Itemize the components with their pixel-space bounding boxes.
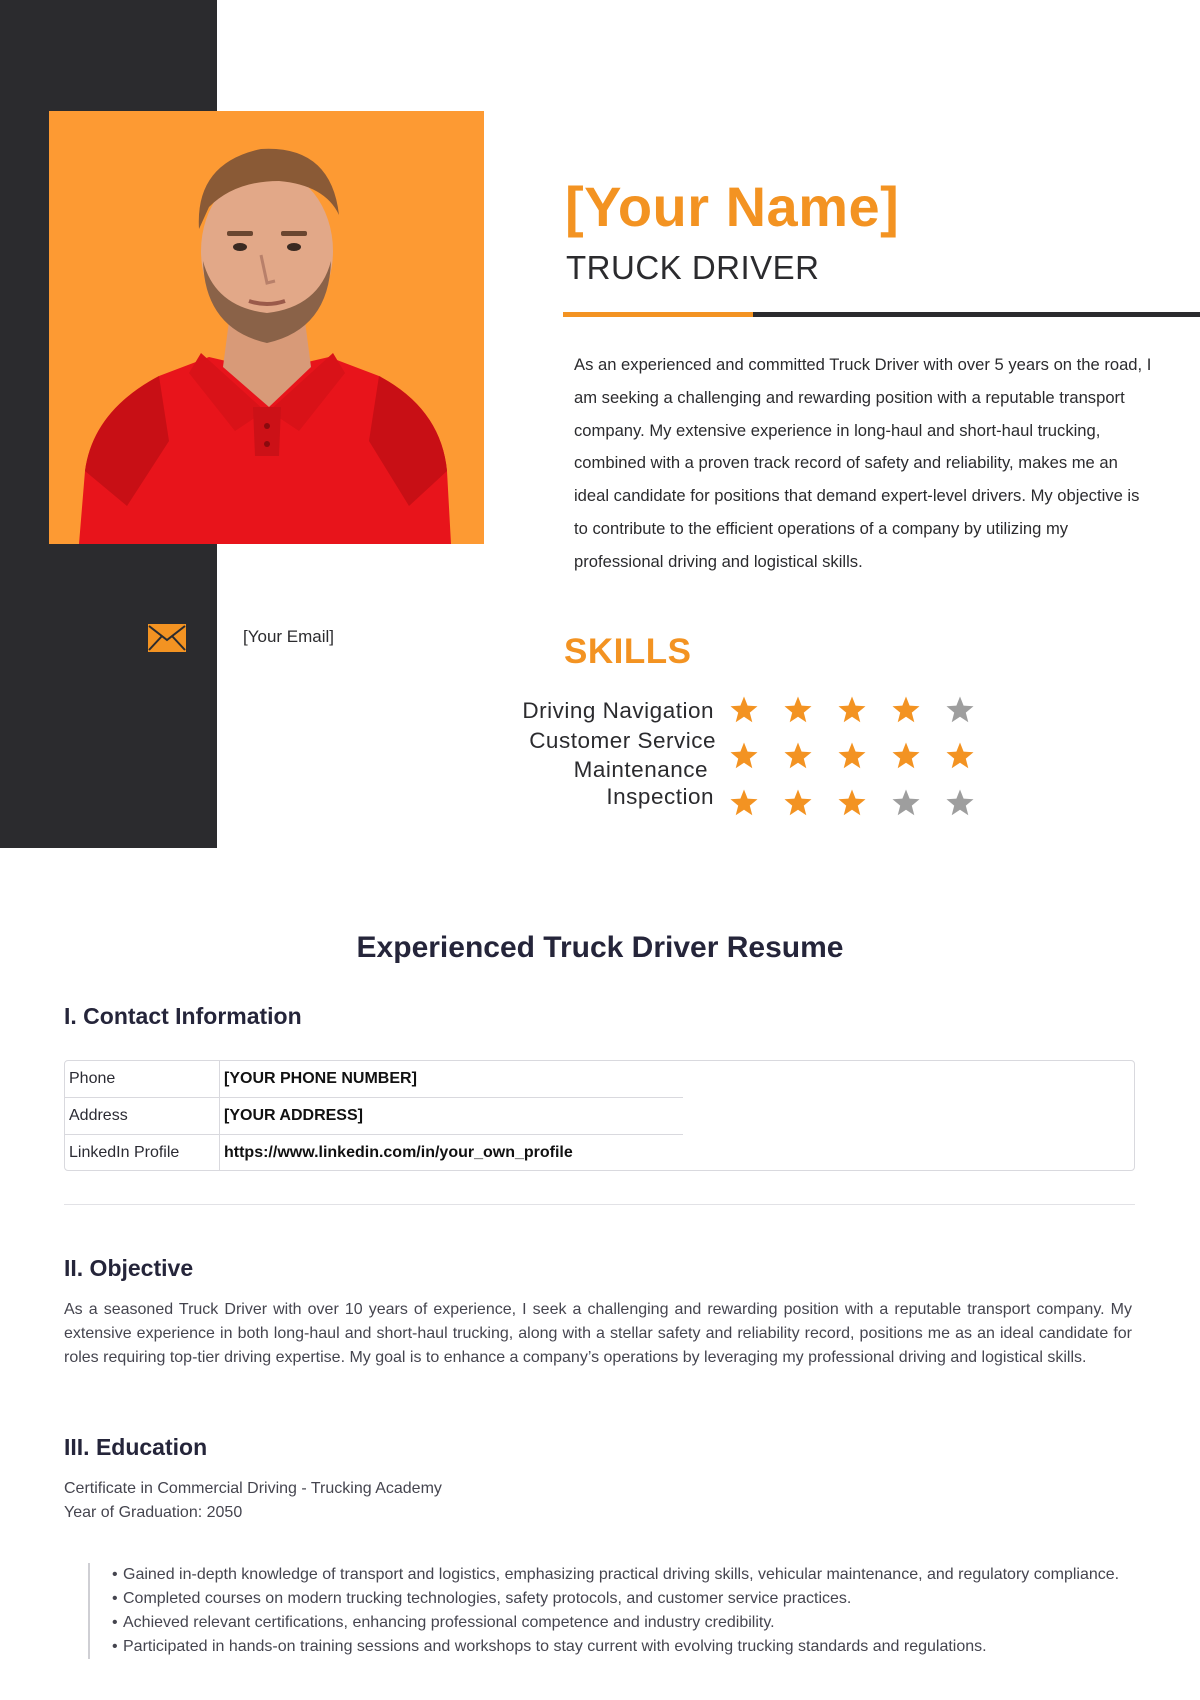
star-filled-icon [837, 741, 867, 771]
dark-divider [753, 312, 1200, 317]
candidate-name: [Your Name] [565, 175, 900, 238]
list-item: • Achieved relevant certifications, enhancing professional competence and industry credibility. [112, 1611, 1148, 1635]
star-filled-icon [891, 695, 921, 725]
skills-heading: SKILLS [564, 632, 692, 671]
accent-divider [563, 312, 753, 317]
skill-label: Maintenance [573, 757, 708, 782]
table-row [65, 1135, 683, 1172]
skill-rating [729, 741, 975, 771]
education-graduation: Year of Graduation: 2050 [64, 1504, 243, 1521]
contact-key: Address [69, 1107, 128, 1124]
list-item: • Gained in-depth knowledge of transport and logistics, emphasizing practical driving skills, vehicular maintenance, and regulatory compliance. [112, 1563, 1148, 1587]
contact-key: Phone [69, 1070, 116, 1087]
profile-summary: As an experienced and committed Truck Driver with over 5 years on the road, I am seeking a challenging and rewarding position with a reputable transport company. My extensive experience in long-haul and short-haul trucking, combined with a proven track record of safety and reliability, makes me an ideal candidate for positions that demand expert-level drivers. My objective is to contribute to the efficient operations of a company by utilizing my professional driving and logistical skills. [574, 355, 1152, 571]
contact-value: [YOUR PHONE NUMBER] [224, 1070, 417, 1087]
skill-label: Inspection [606, 784, 714, 809]
email-value: [Your Email] [243, 627, 335, 646]
document-title: Experienced Truck Driver Resume [356, 931, 844, 964]
education-bullets [88, 1563, 1148, 1659]
star-filled-icon [729, 788, 759, 818]
contact-key: LinkedIn Profile [69, 1144, 180, 1161]
envelope-icon [147, 623, 187, 653]
star-filled-icon [783, 741, 813, 771]
star-filled-icon [837, 695, 867, 725]
profile-photo [49, 111, 484, 544]
star-filled-icon [837, 788, 867, 818]
section-heading-objective: II. Objective [64, 1255, 194, 1281]
star-filled-icon [783, 695, 813, 725]
person-portrait-icon [49, 111, 484, 544]
star-filled-icon [891, 741, 921, 771]
star-empty-icon [891, 788, 921, 818]
contact-value[interactable]: https://www.linkedin.com/in/your_own_profile [224, 1144, 573, 1161]
list-item: • Participated in hands-on training sessions and workshops to stay current with evolving trucking standards and regulations. [112, 1635, 1148, 1659]
table-row [65, 1098, 683, 1135]
job-title: TRUCK DRIVER [566, 249, 820, 286]
objective-text: As a seasoned Truck Driver with over 10 years of experience, I seek a challenging and rewarding position with a reputable transport company. My extensive experience in both long-haul and short-haul trucking, along with a stellar safety and reliability record, positions me as an ideal candidate for roles requiring top-tier driving expertise. My goal is to enhance a company’s operations by leveraging my professional driving and logistical skills. [64, 1301, 1132, 1366]
section-heading-education: III. Education [64, 1434, 208, 1460]
contact-table [64, 1060, 1135, 1171]
section-heading-contact: I. Contact Information [64, 1003, 302, 1029]
star-filled-icon [729, 695, 759, 725]
star-filled-icon [783, 788, 813, 818]
table-row [65, 1061, 683, 1098]
star-empty-icon [945, 695, 975, 725]
skill-rating [729, 788, 975, 818]
star-empty-icon [945, 788, 975, 818]
education-certificate: Certificate in Commercial Driving - Trucking Academy [64, 1480, 442, 1497]
star-filled-icon [945, 741, 975, 771]
section-divider [64, 1204, 1135, 1205]
skill-label: Customer Service [529, 728, 716, 753]
list-item: • Completed courses on modern trucking technologies, safety protocols, and customer service practices. [112, 1587, 1148, 1611]
skill-rating [729, 695, 975, 725]
contact-value: [YOUR ADDRESS] [224, 1107, 363, 1124]
star-filled-icon [729, 741, 759, 771]
skill-label: Driving Navigation [522, 698, 714, 723]
